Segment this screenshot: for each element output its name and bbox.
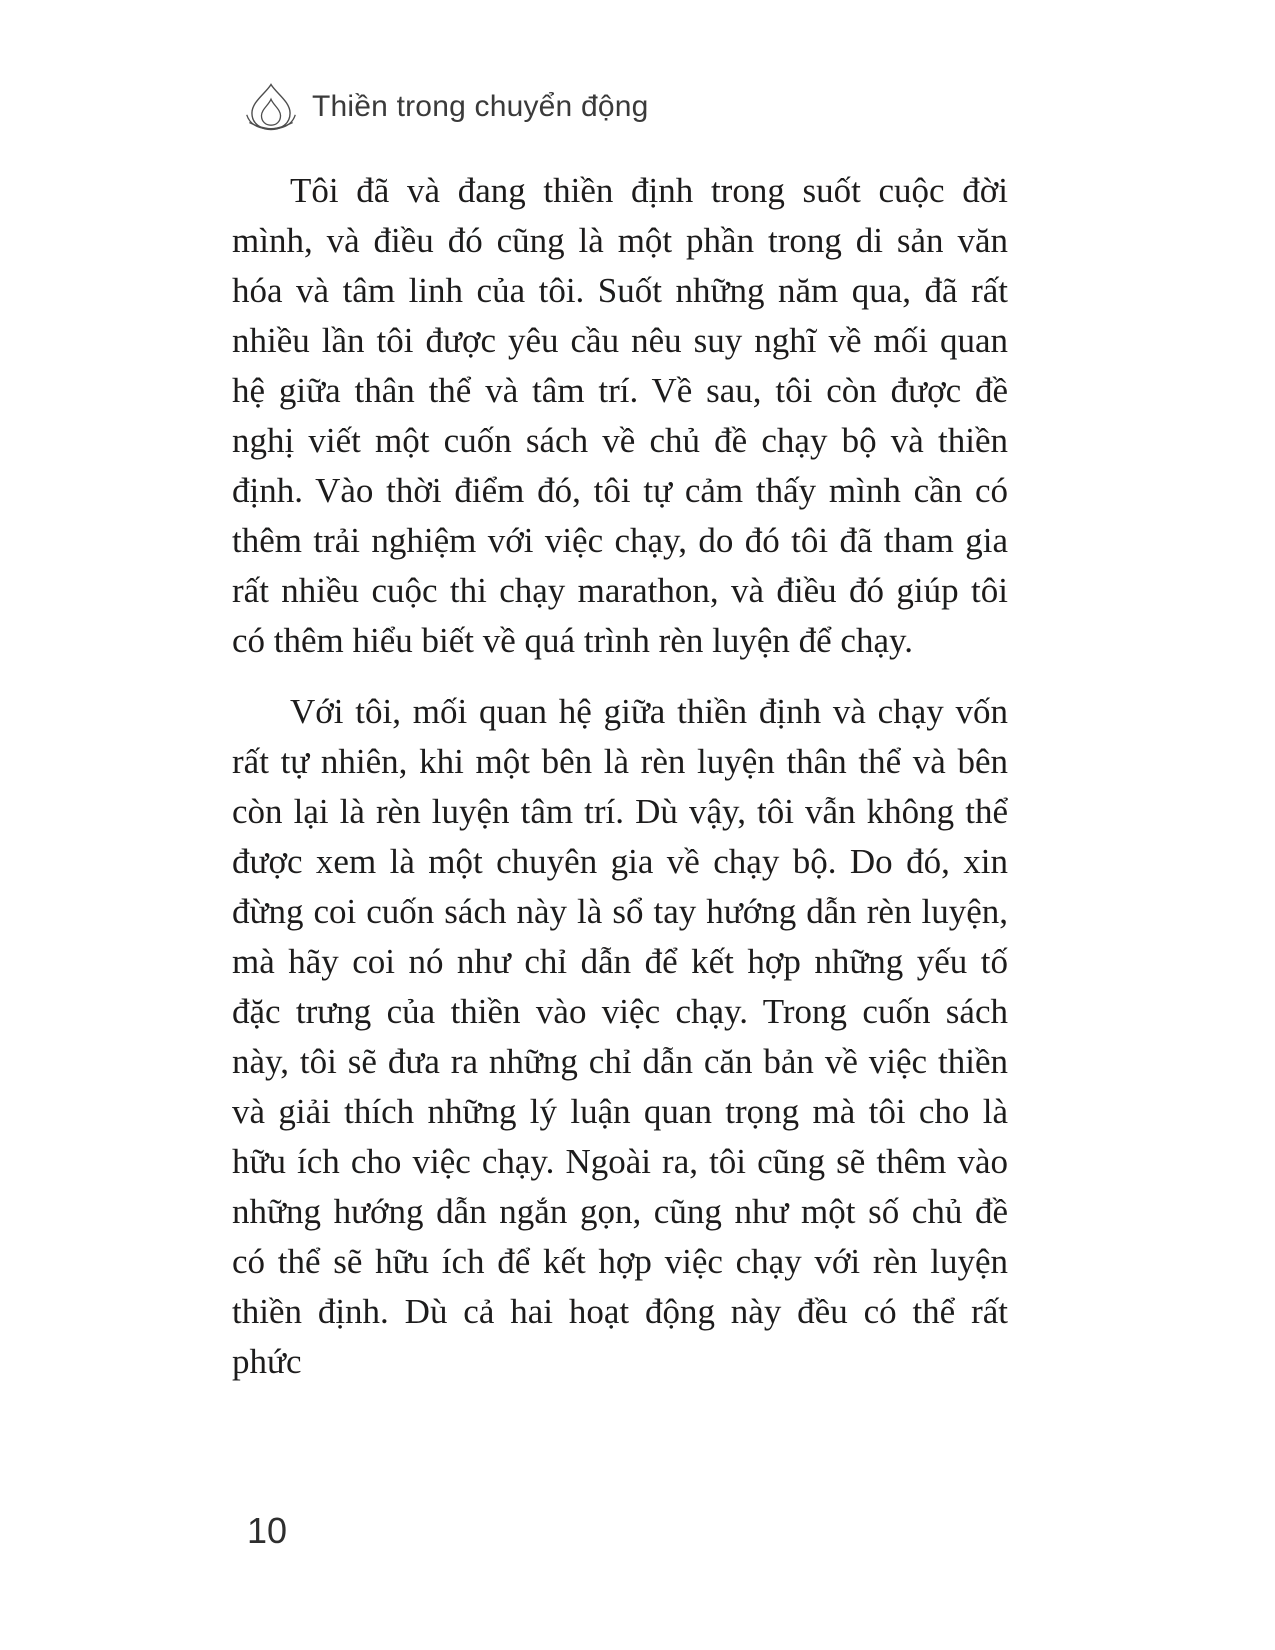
page-body xyxy=(232,166,1008,1387)
running-header-title: Thiền trong chuyển động xyxy=(312,90,649,123)
page-number: 10 xyxy=(247,1510,288,1551)
lotus-icon xyxy=(245,80,297,134)
paragraph-1: Tôi đã và đang thiền định trong suốt cuộc đời mình, và điều đó cũng là một phần trong di sản văn hóa và tâm linh của tôi. Suốt những năm qua, đã rất nhiều lần tôi được yêu cầu nêu suy nghĩ về mối quan hệ giữa thân thể và tâm trí. Về sau, tôi còn được đề nghị viết một cuốn sách về chủ đề chạy bộ và thiền định. Vào thời điểm đó, tôi tự cảm thấy mình cần có thêm trải nghiệm với việc chạy, do đó tôi đã tham gia rất nhiều cuộc thi chạy marathon, và điều đó giúp tôi có thêm hiểu biết về quá trình rèn luyện để chạy. xyxy=(232,171,1008,660)
running-header xyxy=(245,80,649,134)
paragraph-2: Với tôi, mối quan hệ giữa thiền định và chạy vốn rất tự nhiên, khi một bên là rèn luyện thân thể và bên còn lại là rèn luyện tâm trí. Dù vậy, tôi vẫn không thể được xem là một chuyên gia về chạy bộ. Do đó, xin đừng coi cuốn sách này là sổ tay hướng dẫn rèn luyện, mà hãy coi nó như chỉ dẫn để kết hợp những yếu tố đặc trưng của thiền vào việc chạy. Trong cuốn sách này, tôi sẽ đưa ra những chỉ dẫn căn bản về việc thiền và giải thích những lý luận quan trọng mà tôi cho là hữu ích cho việc chạy. Ngoài ra, tôi cũng sẽ thêm vào những hướng dẫn ngắn gọn, cũng như một số chủ đề có thể sẽ hữu ích để kết hợp việc chạy với rèn luyện thiền định. Dù cả hai hoạt động này đều có thể rất phức xyxy=(232,692,1008,1381)
